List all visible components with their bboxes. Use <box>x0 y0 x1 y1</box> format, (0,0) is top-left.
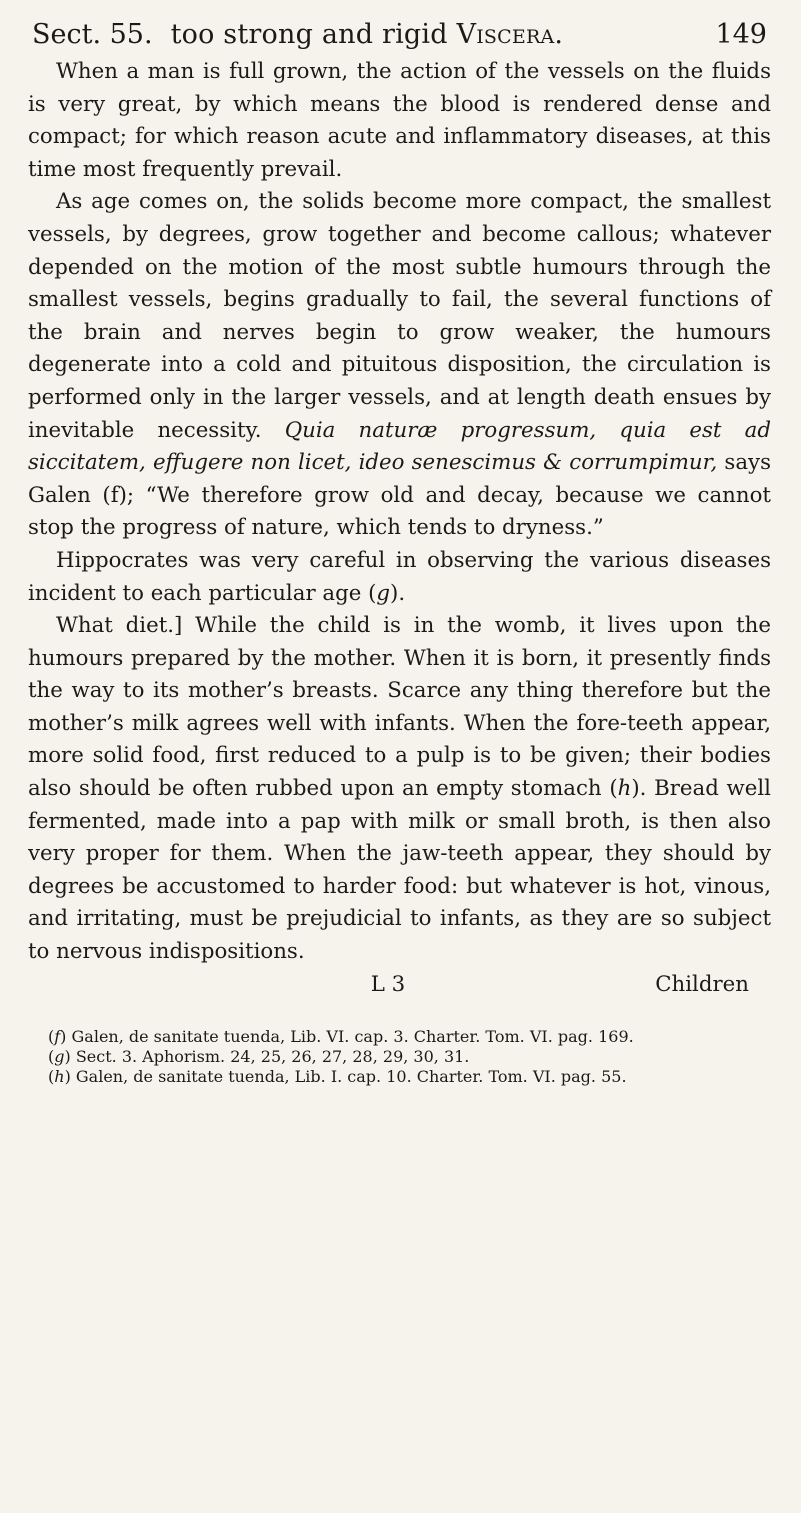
paragraph <box>28 186 771 545</box>
footnotes <box>28 1027 771 1087</box>
catchword: Children <box>655 971 749 997</box>
italic-text: Quia naturæ progressum, quia est ad siccitatem, effugere non licet, ideo senescimus & corrumpimur, <box>28 417 771 476</box>
section-number: Sect. 55. <box>32 19 153 50</box>
text-run: ). <box>390 580 406 606</box>
text-run: As age comes on, the solids become more compact, the smallest vessels, by degrees, grow together and become callous; whatever depended on the motion of the most subtle humours through the smallest vessels, begins gradually to fail, the several functions of the brain and nerves begin to grow weaker, the humours degenerate into a cold and pituitous disposition, the circulation is performed only in the larger vessels, and at length death ensues by inevitable necessity. <box>28 189 771 443</box>
text-run: What diet.] While the child is in the womb, it lives upon the humours prepared by the mother. When it is born, it presently finds the way to its mother’s breasts. Scarce any thing therefore but the mother’s milk agrees well with infants. When the fore-teeth appear, more solid food, first reduced to a pulp is to be given; their bodies also should be often rubbed upon an empty stomach ( <box>28 613 771 802</box>
signature-mark: L 3 <box>370 971 406 997</box>
text-run: When a man is full grown, the action of the vessels on the fluids is very great, by which means the blood is rendered dense and compact; for which reason acute and inflammatory diseases, at this time most frequently prevail. <box>28 59 771 182</box>
text-run: ). Bread well fermented, made into a pap with milk or small broth, is then also very proper for them. When the jaw-teeth appear, they should by degrees be accustomed to harder food: but whatever is hot, vinous, and irritating, must be prejudicial to infants, as they are so subject to nervous indispositions. <box>28 776 771 965</box>
running-title <box>171 18 564 52</box>
italic-text: h <box>617 776 632 802</box>
running-head <box>32 18 771 52</box>
text-run: ) Galen, de sanitate tuenda, Lib. I. cap. 10. Charter. Tom. VI. pag. 55. <box>64 1067 627 1087</box>
text-run: says Galen (f); “We therefore grow old and decay, because we cannot stop the progress of nature, which tends to dryness.” <box>28 450 771 541</box>
catchline <box>28 969 771 1002</box>
running-title-caps: Viscera. <box>456 19 564 50</box>
footnote <box>28 1047 771 1067</box>
footnote <box>28 1067 771 1087</box>
text-run: Hippocrates was very careful in observing the various diseases incident to each particular age ( <box>28 547 771 606</box>
running-title-text: too strong and rigid <box>170 19 457 50</box>
italic-text: g <box>54 1047 65 1067</box>
text-run: ) Galen, de sanitate tuenda, Lib. VI. cap. 3. Charter. Tom. VI. pag. 169. <box>60 1027 634 1047</box>
paragraph <box>28 545 771 610</box>
text-run: ) Sect. 3. Aphorism. 24, 25, 26, 27, 28, 29, 30, 31. <box>64 1047 470 1067</box>
text-run: ( <box>48 1067 55 1087</box>
text-run: ( <box>48 1027 55 1047</box>
paragraph <box>28 610 771 969</box>
page-number: 149 <box>715 19 767 50</box>
footnote <box>28 1027 771 1047</box>
paragraph <box>28 56 771 186</box>
body-text <box>28 56 771 969</box>
italic-text: h <box>54 1067 65 1087</box>
italic-text: f <box>54 1027 61 1047</box>
italic-text: g <box>376 580 391 606</box>
text-run: ( <box>48 1047 55 1067</box>
